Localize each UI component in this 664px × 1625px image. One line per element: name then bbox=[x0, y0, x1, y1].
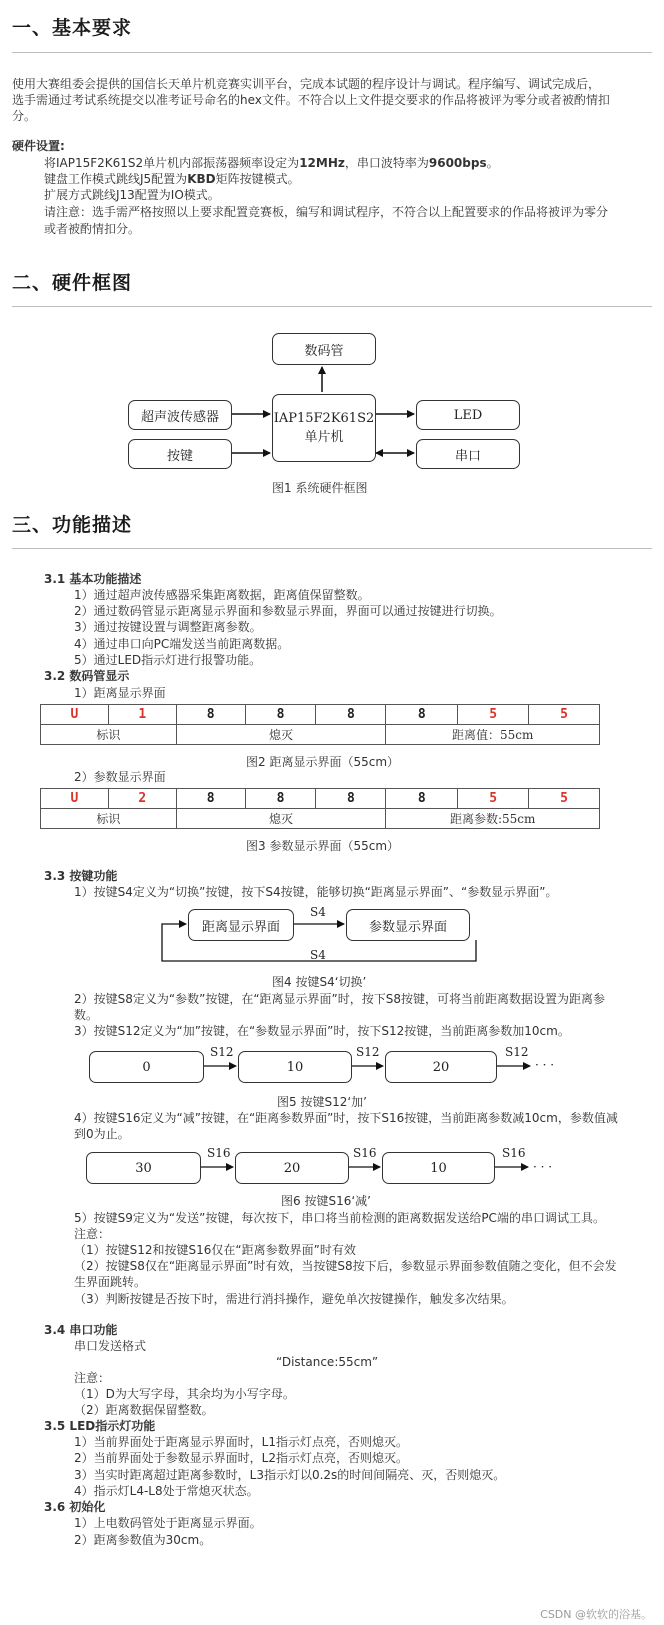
key-block: 按键 bbox=[128, 439, 232, 469]
figure5-caption: 图5 按键S12‘加’ bbox=[277, 1095, 367, 1109]
hardware-notice-line2: 或者被酌情扣分。 bbox=[44, 222, 141, 236]
key-note-3: （3）判断按键是否按下时，需进行消抖操作，避免单次按键操作，触发多次结果。 bbox=[74, 1292, 514, 1306]
hardware-setting-2: 键盘工作模式跳线J5配置为KBD矩阵按键模式。 bbox=[44, 172, 300, 186]
hardware-settings-title: 硬件设置: bbox=[12, 139, 65, 153]
display-mode-1-label: 1）距离显示界面 bbox=[74, 686, 166, 700]
fig6-value-box: 10 bbox=[382, 1152, 495, 1184]
seg-label-off: 熄灭 bbox=[176, 725, 386, 745]
seg-digit: U bbox=[41, 705, 109, 725]
seg-digit: 5 bbox=[458, 705, 529, 725]
fig4-distance-screen: 距离显示界面 bbox=[188, 909, 294, 941]
function-5: 5）通过LED指示灯进行报警功能。 bbox=[74, 653, 262, 667]
function-1: 1）通过超声波传感器采集距离数据，距离值保留整数。 bbox=[74, 588, 370, 602]
seg-digit: 8 bbox=[316, 705, 386, 725]
section2-title: 二、硬件框图 bbox=[12, 272, 133, 294]
seg-digit: 8 bbox=[316, 789, 386, 809]
key-function-5: 5）按键S9定义为“发送”按键，每次按下，串口将当前检测的距离数据发送给PC端的串口调试工具。 bbox=[74, 1211, 605, 1225]
uart-format-example: “Distance:55cm” bbox=[276, 1355, 379, 1369]
section3-title: 三、功能描述 bbox=[12, 514, 133, 536]
fig6-key-label: S16 bbox=[353, 1146, 377, 1160]
fig6-value-box: 20 bbox=[235, 1152, 349, 1184]
init-2: 2）距离参数值为30cm。 bbox=[74, 1533, 212, 1547]
key-note-1: （1）按键S12和按键S16仅在“距离参数界面”时有效 bbox=[74, 1243, 356, 1257]
hardware-notice-line1: 请注意：选手需严格按照以上要求配置竞赛板，编写和调试程序，不符合以上配置要求的作品将被评为零分 bbox=[44, 205, 609, 219]
function-3: 3）通过按键设置与调整距离参数。 bbox=[74, 620, 262, 634]
seg-label-off: 熄灭 bbox=[176, 809, 386, 829]
fig4-parameter-screen: 参数显示界面 bbox=[346, 909, 470, 941]
heading-3-6: 3.6 初始化 bbox=[44, 1500, 106, 1514]
function-2: 2）通过数码管显示距离显示界面和参数显示界面，界面可以通过按键进行切换。 bbox=[74, 604, 502, 618]
seg-label-value: 距离值：55cm bbox=[386, 725, 600, 745]
init-1: 1）上电数码管处于距离显示界面。 bbox=[74, 1516, 262, 1530]
intro-line3: 分。 bbox=[12, 109, 37, 123]
led-function-1: 1）当前界面处于距离显示界面时，L1指示灯点亮，否则熄灭。 bbox=[74, 1435, 408, 1449]
seg-label-id: 标识 bbox=[41, 725, 177, 745]
key-function-4-line1: 4）按键S16定义为“减”按键，在“距离参数界面”时，按下S16按键，当前距离参数减10cm，参数值减 bbox=[74, 1111, 618, 1125]
seg-label-id: 标识 bbox=[41, 809, 177, 829]
figure2-caption: 图2 距离显示界面（55cm） bbox=[246, 755, 400, 769]
mcu-model: IAP15F2K61S2 bbox=[273, 411, 375, 426]
fig4-s4-top-label: S4 bbox=[310, 905, 326, 919]
fig6-key-label: S16 bbox=[502, 1146, 526, 1160]
seg-label-value: 距离参数:55cm bbox=[386, 809, 600, 829]
uart-note-2: （2）距离数据保留整数。 bbox=[74, 1403, 214, 1417]
intro-line2: 选手需通过考试系统提交以准考证号命名的hex文件。不符合以上文件提交要求的作品将被评为零分或者被酌情扣 bbox=[12, 93, 610, 107]
led-function-4: 4）指示灯L4-L8处于常熄灭状态。 bbox=[74, 1484, 259, 1498]
key-function-2-line1: 2）按键S8定义为“参数”按键，在“距离显示界面”时，按下S8按键，可将当前距离数据设置为距离参 bbox=[74, 992, 606, 1006]
seg-digit: 8 bbox=[386, 705, 458, 725]
seg-digit: 5 bbox=[458, 789, 529, 809]
fig5-key-label: S12 bbox=[356, 1045, 380, 1059]
seg-digit: 1 bbox=[108, 705, 176, 725]
figure3-caption: 图3 参数显示界面（55cm） bbox=[246, 839, 400, 853]
fig5-value-box: 10 bbox=[238, 1051, 352, 1083]
section1-title: 一、基本要求 bbox=[12, 17, 133, 39]
hardware-setting-3: 扩展方式跳线J13配置为IO模式。 bbox=[44, 188, 220, 202]
heading-3-3: 3.3 按键功能 bbox=[44, 869, 118, 883]
uart-note-1: （1）D为大写字母，其余均为小写字母。 bbox=[74, 1387, 295, 1401]
key-function-3: 3）按键S12定义为“加”按键，在“参数显示界面”时，按下S12按键，当前距离参数加10cm。 bbox=[74, 1024, 570, 1038]
seg-digit: 8 bbox=[245, 789, 316, 809]
display-block: 数码管 bbox=[272, 333, 376, 365]
key-function-4-line2: 到0为止。 bbox=[74, 1127, 130, 1141]
led-function-3: 3）当实时距离超过距离参数时，L3指示灯以0.2s的时间间隔亮、灭，否则熄灭。 bbox=[74, 1468, 506, 1482]
fig6-value-box: 30 bbox=[86, 1152, 201, 1184]
fig6-ellipsis: · · · bbox=[533, 1160, 553, 1174]
key-note-title: 注意： bbox=[74, 1227, 111, 1241]
function-4: 4）通过串口向PC端发送当前距离数据。 bbox=[74, 637, 290, 651]
fig4-s4-bottom-label: S4 bbox=[310, 948, 326, 962]
seg-digit: 8 bbox=[176, 705, 245, 725]
ultrasonic-block: 超声波传感器 bbox=[128, 400, 232, 430]
led-block: LED bbox=[416, 400, 520, 430]
key-function-1: 1）按键S4定义为“切换”按键，按下S4按键，能够切换“距离显示界面”、“参数显示界面”。 bbox=[74, 885, 558, 899]
figure6-caption: 图6 按键S16‘减’ bbox=[281, 1194, 371, 1208]
seg-digit: 5 bbox=[529, 789, 600, 809]
uart-note-title: 注意： bbox=[74, 1371, 111, 1385]
led-function-2: 2）当前界面处于参数显示界面时，L2指示灯点亮，否则熄灭。 bbox=[74, 1451, 408, 1465]
heading-3-1: 3.1 基本功能描述 bbox=[44, 572, 142, 586]
uart-format-label: 串口发送格式 bbox=[74, 1339, 147, 1353]
heading-3-5: 3.5 LED指示灯功能 bbox=[44, 1419, 156, 1433]
figure1-caption: 图1 系统硬件框图 bbox=[272, 481, 368, 495]
intro-line1: 使用大赛组委会提供的国信长天单片机竞赛实训平台，完成本试题的程序设计与调试。程序编写、调试完成后， bbox=[12, 77, 601, 91]
seg-digit: 8 bbox=[386, 789, 458, 809]
key-note-2-line1: （2）按键S8仅在“距离显示界面”时有效，当按键S8按下后，参数显示界面参数值随之变化，但不会发 bbox=[74, 1259, 617, 1273]
key-note-2-line2: 生界面跳转。 bbox=[74, 1275, 147, 1289]
uart-block: 串口 bbox=[416, 439, 520, 469]
figure4-caption: 图4 按键S4‘切换’ bbox=[272, 975, 367, 989]
fig5-value-box: 0 bbox=[89, 1051, 204, 1083]
fig6-key-label: S16 bbox=[207, 1146, 231, 1160]
fig5-ellipsis: · · · bbox=[535, 1058, 555, 1072]
seg-digit: 8 bbox=[245, 705, 316, 725]
display-mode-2-label: 2）参数显示界面 bbox=[74, 770, 166, 784]
hardware-setting-1: 将IAP15F2K61S2单片机内部振荡器频率设定为12MHz，串口波特率为9600bps。 bbox=[44, 156, 499, 170]
heading-3-2: 3.2 数码管显示 bbox=[44, 669, 130, 683]
fig5-value-box: 20 bbox=[385, 1051, 497, 1083]
watermark: CSDN @软软的浴基。 bbox=[540, 1608, 652, 1621]
fig5-key-label: S12 bbox=[505, 1045, 529, 1059]
heading-3-4: 3.4 串口功能 bbox=[44, 1323, 118, 1337]
seg-digit: U bbox=[41, 789, 109, 809]
mcu-label: 单片机 bbox=[304, 430, 344, 445]
key-function-2-line2: 数。 bbox=[74, 1008, 99, 1022]
seg-digit: 5 bbox=[529, 705, 600, 725]
seg-digit: 8 bbox=[176, 789, 245, 809]
fig5-key-label: S12 bbox=[210, 1045, 234, 1059]
seg-digit: 2 bbox=[108, 789, 176, 809]
